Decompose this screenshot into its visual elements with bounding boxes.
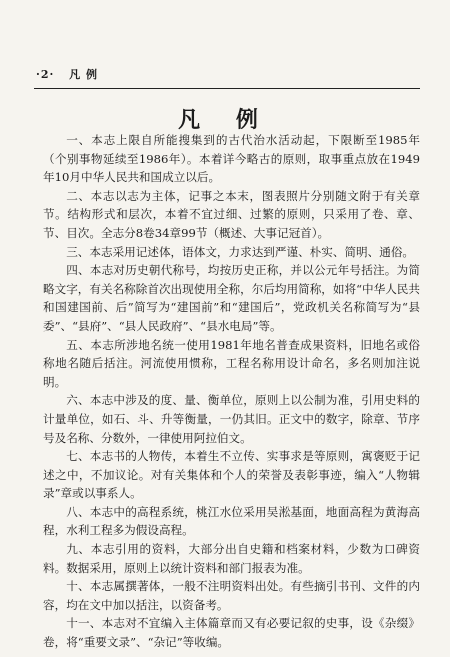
running-title: 凡 例 [69, 68, 99, 81]
paragraph-4: 四、本志对历史朝代称号，均按历史正称，并以公元年号括注。为简略文字，有关名称除首次出现使用全称，尔后均用简称，如将“中华人民共和国建国前、后”简写为“建国前”和“建国后”，党政机关名称简写为“县委”、“县府”、“县人民政府”、“县水电局”等。 [43, 263, 420, 333]
paragraph-9: 九、本志引用的资料，大部分出自史籍和档案材料，少数为口碑资料。数据采用，原则上以统计资料和部门报表为准。 [43, 542, 420, 575]
paragraph-8: 八、本志中的高程系统，桃江水位采用吴淞基面，地面高程为黄海高程，水利工程多为假设高程。 [43, 504, 420, 538]
page-number: ·2· [36, 68, 55, 81]
paragraph-3: 三、本志采用记述体，语体文，力求达到严谨、朴实、简明、通俗。 [66, 244, 415, 259]
paragraph-11: 十一、本志对不宜编入主体篇章而又有必要记叙的史事，设《杂缀》卷，将“重要文录”、“杂记”等收编。 [43, 616, 420, 650]
paragraph-10: 十、本志属撰著体，一般不注明资料出处。有些摘引书刊、文件的内容，均在文中加以括注，以资备考。 [43, 579, 420, 612]
paragraph-5: 五、本志所涉地名统一使用1981年地名普查成果资料，旧地名或俗称地名随后括注。河流使用惯称，工程名称用设计命名，多名则加注说明。 [43, 337, 420, 389]
page-title: 凡 例 [178, 108, 272, 133]
body-text [43, 131, 420, 652]
running-header [36, 66, 98, 82]
paragraph-2: 二、本志以志为主体，记事之本末，图表照片分别随文附于有关章节。结构形式和层次，本着不宜过细、过繁的原则，只采用了卷、章、节、目次。全志分8卷34章99节（概述、大事记冠首）。 [43, 188, 420, 240]
paragraph-7: 七、本志书的人物传，本着生不立传、实事求是等原则，寓褒贬于记述之中，不加议论。对有关集体和个人的荣誉及表彰事迹，编入“人物辑录”章或以事系人。 [43, 449, 420, 501]
paragraph-6: 六、本志中涉及的度、量、衡单位，原则上以公制为准，引用史料的计量单位，如石、斗、升等衡量，一仍其旧。正文中的数字，除章、节序号及名称、分数外，一律使用阿拉伯文。 [43, 393, 420, 445]
paragraph-1: 一、本志上限自所能搜集到的古代治水活动起，下限断至1985年（个别事物延续至1986年）。本着详今略古的原则，取事重点放在1949年10月中华人民共和国成立以后。 [43, 133, 420, 185]
header-rule [34, 88, 420, 89]
